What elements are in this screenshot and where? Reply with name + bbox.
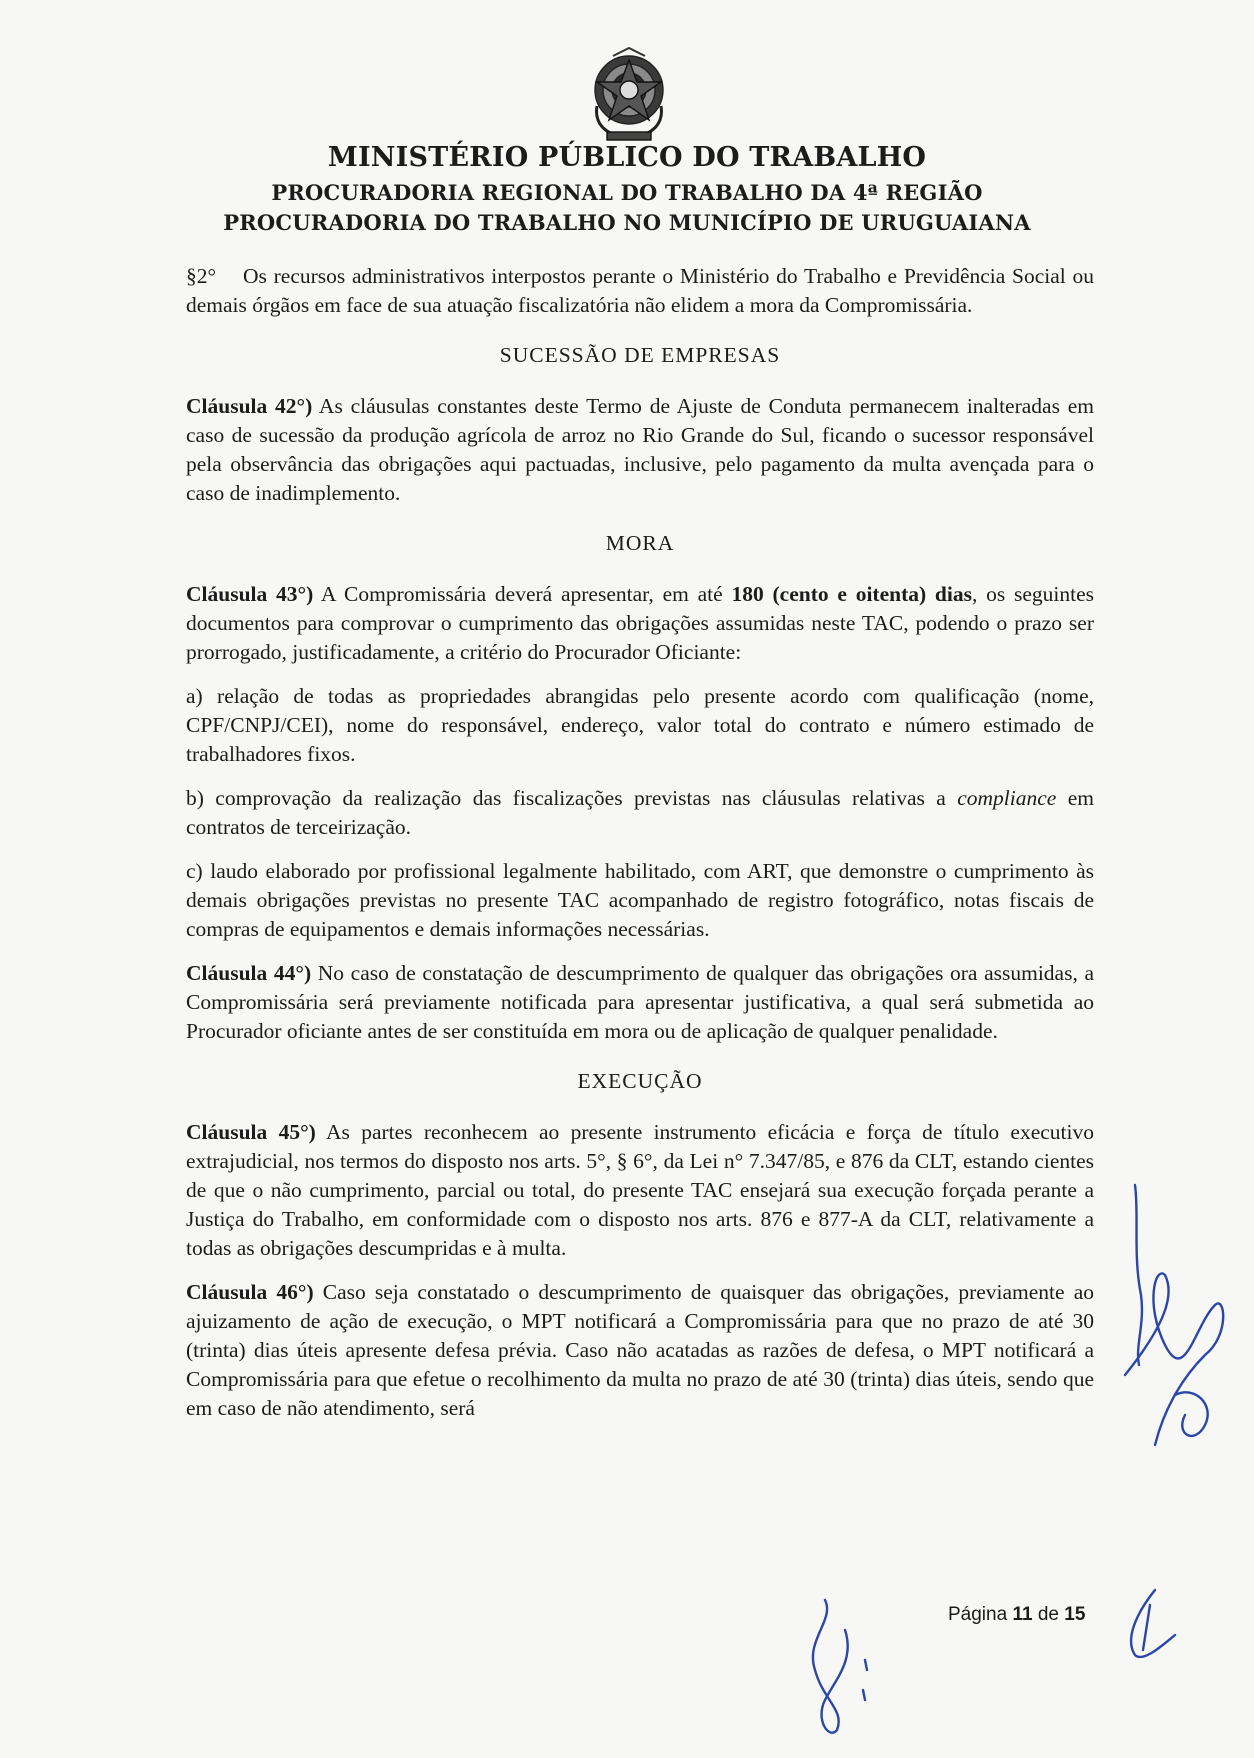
page-number <box>948 1604 1085 1626</box>
page-number-prefix: Página <box>948 1604 1008 1625</box>
page-number-current: 11 <box>1012 1604 1033 1625</box>
item-b <box>186 784 1094 842</box>
clause-45-text: As partes reconhecem ao presente instrumento eficácia e força de título executivo extrajudicial, nos termos do disposto nos arts. 5°, § 6°, da Lei n° 7.347/85, e 876 da CLT, estando cientes de que o não cumprimento, parcial ou total, do presente TAC ensejará sua execução forçada perante a Justiça do Trabalho, em conformidade com o disposto nos arts. 876 e 877-A da CLT, relativamente a todas as obrigações descumpridas e à multa. <box>186 1120 1094 1260</box>
clause-45 <box>186 1118 1094 1263</box>
clause-43-text-after: , os seguintes documentos para comprovar o cumprimento das obrigações assumidas neste TAC, podendo o prazo ser prorrogado, justificadamente, a critério do Procurador Oficiante: <box>186 582 1095 664</box>
item-b-italic: compliance <box>957 786 1057 810</box>
clause-46-label: Cláusula 46°) <box>186 1280 314 1304</box>
clause-46-text: Caso seja constatado o descumprimento de quaisquer das obrigações, previamente ao ajuizamento de ação de execução, o MPT notificará a Compromissária para que no prazo de até 30 (trinta) dias úteis apresente defesa prévia. Caso não acatadas as razões de defesa, o MPT notificará a Compromissária para que efetue o recolhimento da multa no prazo de até 30 (trinta) dias úteis, sendo que em caso de não atendimento, será <box>186 1280 1094 1420</box>
item-c: c) laudo elaborado por profissional legalmente habilitado, com ART, que demonstre o cumprimento às demais obrigações previstas no presente TAC acompanhado de registro fotográfico, notas fiscais de compras de equipamentos e demais informações necessárias. <box>186 859 1094 941</box>
document-body <box>186 262 1094 1438</box>
item-b-before: b) comprovação da realização das fiscalizações previstas nas cláusulas relativas a <box>186 786 946 810</box>
clause-42-label: Cláusula 42°) <box>186 394 313 418</box>
header-ministry: MINISTÉRIO PÚBLICO DO TRABALHO <box>327 142 927 173</box>
clause-43 <box>186 580 1094 667</box>
header-regional: PROCURADORIA REGIONAL DO TRABALHO DA 4ª REGIÃO <box>271 180 983 205</box>
clause-44-text: No caso de constatação de descumprimento de qualquer das obrigações ora assumidas, a Compromissária será previamente notificada para apresentar justificativa, a qual será submetida ao Procurador oficiante antes de ser constituída em mora ou de aplicação de qualquer penalidade. <box>186 961 1095 1043</box>
clause-44-label: Cláusula 44°) <box>186 961 312 985</box>
paragraph-s2-label: §2° <box>186 264 217 288</box>
page-number-total: 15 <box>1064 1604 1086 1625</box>
section-title-sucessao: SUCESSÃO DE EMPRESAS <box>499 343 781 367</box>
page-number-sep: de <box>1037 1604 1059 1625</box>
clause-42-text: As cláusulas constantes deste Termo de Ajuste de Conduta permanecem inalteradas em caso de sucessão da produção agrícola de arroz no Rio Grande do Sul, ficando o sucessor responsável pela observância das obrigações aqui pactuadas, inclusive, pelo pagamento da multa avençada para o caso de inadimplemento. <box>186 394 1095 505</box>
clause-44 <box>186 959 1094 1046</box>
signature-initials-right <box>1105 1175 1245 1475</box>
section-title-mora: MORA <box>605 531 675 555</box>
signature-initials-bottom <box>795 1590 895 1740</box>
clause-43-label: Cláusula 43°) <box>186 582 314 606</box>
paragraph-s2-text: Os recursos administrativos interpostos perante o Ministério do Trabalho e Previdência Social ou demais órgãos em face de sua atuação fiscalizatória não elidem a mora da Compromissária. <box>186 264 1094 317</box>
clause-42 <box>186 392 1094 508</box>
clause-46 <box>186 1278 1094 1423</box>
clause-45-label: Cláusula 45°) <box>186 1120 316 1144</box>
item-a: a) relação de todas as propriedades abrangidas pelo presente acordo com qualificação (nome, CPF/CNPJ/CEI), nome do responsável, endereço, valor total do contrato e número estimado de trabalhadores fixos. <box>186 684 1094 766</box>
brazil-coat-of-arms-icon <box>583 46 675 146</box>
section-title-execucao: EXECUÇÃO <box>577 1069 703 1093</box>
clause-43-text-before: A Compromissária deverá apresentar, em até <box>320 582 723 606</box>
clause-43-deadline: 180 (cento e oitenta) dias <box>731 582 972 606</box>
paragraph-s2 <box>186 262 1094 320</box>
header-municipal: PROCURADORIA DO TRABALHO NO MUNICÍPIO DE URUGUAIANA <box>223 210 1031 235</box>
item-b-after: em contratos de terceirização. <box>186 786 1095 839</box>
signature-initials-footer <box>1115 1585 1185 1665</box>
